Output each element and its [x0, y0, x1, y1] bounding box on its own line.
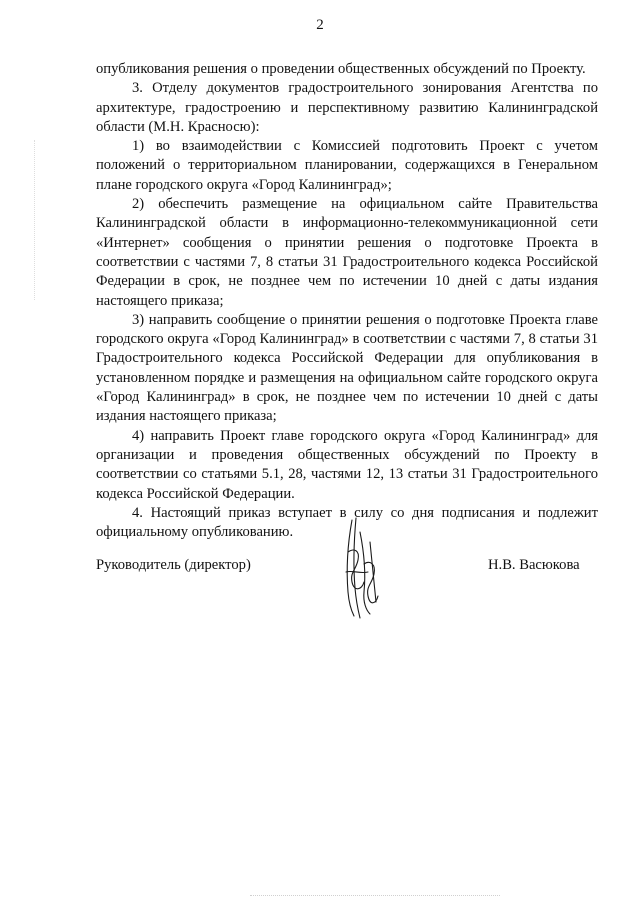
paragraph-item-4: 4. Настоящий приказ вступает в силу со дня подписания и подлежит официальному опубликованию.	[96, 504, 598, 541]
paragraph-continuation: опубликования решения о проведении общественных обсуждений по Проекту.	[96, 61, 586, 77]
scan-margin-mark	[34, 140, 38, 300]
paragraph-item-3: 3. Отделу документов градостроительного зонирования Агентства по архитектуре, градостроению и перспективному развитию Калининградской области (М.Н. Красносю):	[96, 80, 598, 135]
signature-block	[0, 557, 640, 597]
scan-bottom-mark	[250, 895, 500, 898]
paragraph-subitem-2: 2) обеспечить размещение на официальном сайте Правительства Калининградской области в информационно-телекоммуникационной сети «Интернет» сообщения о принятии решения о подготовке Проекта в соответствии с частями 7, 8 статьи 31 Градостроительного кодекса Российской Федерации в срок, не позднее чем по истечении 10 дней с даты издания настоящего приказа;	[96, 196, 598, 309]
paragraph-subitem-3: 3) направить сообщение о принятии решения о подготовке Проекта главе городского округа «Город Калининград» в соответствии с частями 7, 8 статьи 31 Градостроительного кодекса Российской Федерации для опубликования в установленном порядке и размещения на официальном сайте городского округа «Город Калининград» в срок, не позднее чем по истечении 10 дней с даты издания настоящего приказа;	[96, 311, 598, 425]
signer-position: Руководитель (директор)	[96, 557, 251, 573]
signer-name: Н.В. Васюкова	[488, 557, 580, 573]
paragraph-subitem-4: 4) направить Проект главе городского округа «Город Калининград» для организации и проведения общественных обсуждений по Проекту в соответствии со статьями 5.1, 28, частями 12, 13 статьи 31 Градостроительного кодекса Российской Федерации.	[96, 427, 598, 502]
document-body	[96, 60, 598, 542]
paragraph-subitem-1: 1) во взаимодействии с Комиссией подготовить Проект с учетом положений о территориальном планировании, содержащихся в Генеральном плане городского округа «Город Калининград»;	[96, 138, 598, 193]
page-number: 2	[316, 17, 324, 33]
